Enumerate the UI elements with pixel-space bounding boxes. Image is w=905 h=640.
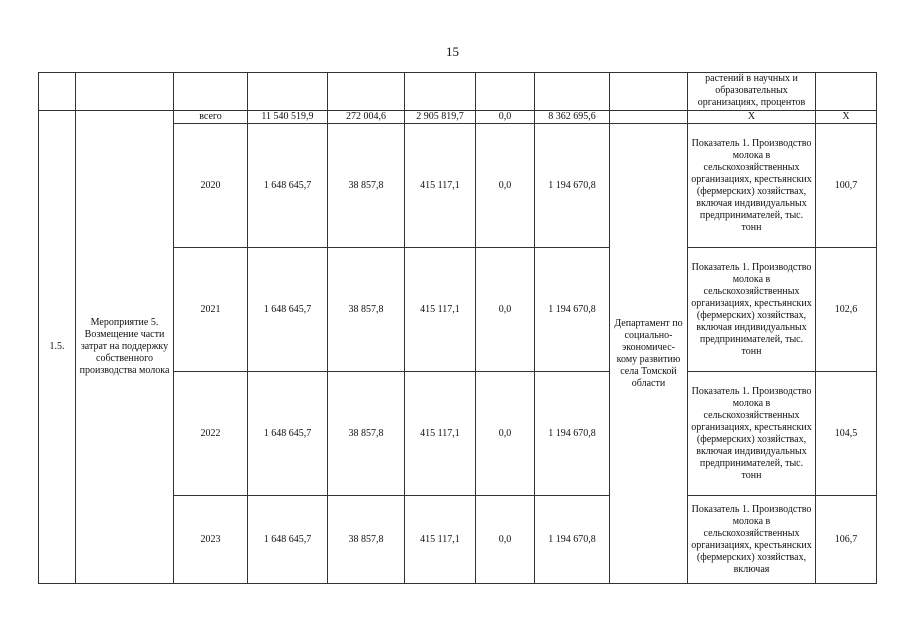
year-cell: 2022: [174, 372, 248, 496]
year-indicator: Показатель 1. Производство молока в сельскохозяйственных организациях, крестьянских (фермерских) хозяйствах, включая: [688, 496, 816, 584]
year-cell: 2023: [174, 496, 248, 584]
row-number: 1.5.: [39, 111, 76, 584]
year-regional: 415 117,1: [405, 496, 476, 584]
year-indicator: Показатель 1. Производство молока в сельскохозяйственных организациях, крестьянских (фермерских) хозяйствах, включая индивидуальных предпринимателей, тыс. тонн: [688, 372, 816, 496]
year-total: 1 648 645,7: [248, 124, 328, 248]
executor: Департамент по социально-экономичес-кому развитию села Томской области: [610, 124, 688, 584]
cell-empty: [535, 73, 610, 111]
year-extra: 1 194 670,8: [535, 372, 610, 496]
year-total: 1 648 645,7: [248, 372, 328, 496]
cell-empty: [816, 73, 877, 111]
total-executor-empty: [610, 111, 688, 124]
year-extra: 1 194 670,8: [535, 124, 610, 248]
cell-empty: [174, 73, 248, 111]
program-table: [38, 72, 877, 584]
year-federal: 38 857,8: [328, 372, 405, 496]
total-label: всего: [174, 111, 248, 124]
year-federal: 38 857,8: [328, 496, 405, 584]
cell-empty: [405, 73, 476, 111]
year-federal: 38 857,8: [328, 248, 405, 372]
year-value: 102,6: [816, 248, 877, 372]
year-cell: 2020: [174, 124, 248, 248]
cell-empty: [610, 73, 688, 111]
total-row: [39, 111, 877, 124]
year-local: 0,0: [476, 248, 535, 372]
continuation-indicator: растений в научных и образовательных организациях, процентов: [688, 73, 816, 111]
year-extra: 1 194 670,8: [535, 248, 610, 372]
year-indicator: Показатель 1. Производство молока в сельскохозяйственных организациях, крестьянских (фермерских) хозяйствах, включая индивидуальных предпринимателей, тыс. тонн: [688, 124, 816, 248]
year-total: 1 648 645,7: [248, 248, 328, 372]
year-value: 100,7: [816, 124, 877, 248]
year-cell: 2021: [174, 248, 248, 372]
year-local: 0,0: [476, 496, 535, 584]
total-value: Х: [816, 111, 877, 124]
cell-empty: [328, 73, 405, 111]
year-indicator: Показатель 1. Производство молока в сельскохозяйственных организациях, крестьянских (фермерских) хозяйствах, включая индивидуальных предпринимателей, тыс. тонн: [688, 248, 816, 372]
total-local: 0,0: [476, 111, 535, 124]
year-regional: 415 117,1: [405, 248, 476, 372]
activity-name: Мероприятие 5. Возмещение части затрат на поддержку собственного производства молока: [76, 111, 174, 584]
total-federal: 272 004,6: [328, 111, 405, 124]
cell-empty: [248, 73, 328, 111]
year-federal: 38 857,8: [328, 124, 405, 248]
cell-empty: [76, 73, 174, 111]
year-value: 104,5: [816, 372, 877, 496]
year-total: 1 648 645,7: [248, 496, 328, 584]
year-local: 0,0: [476, 124, 535, 248]
year-extra: 1 194 670,8: [535, 496, 610, 584]
year-local: 0,0: [476, 372, 535, 496]
total-regional: 2 905 819,7: [405, 111, 476, 124]
total-indicator: Х: [688, 111, 816, 124]
year-value: 106,7: [816, 496, 877, 584]
total-sum: 11 540 519,9: [248, 111, 328, 124]
continuation-row: [39, 73, 877, 111]
cell-empty: [39, 73, 76, 111]
cell-empty: [476, 73, 535, 111]
year-regional: 415 117,1: [405, 372, 476, 496]
year-regional: 415 117,1: [405, 124, 476, 248]
page-number: 15: [446, 44, 459, 59]
total-extra: 8 362 695,6: [535, 111, 610, 124]
